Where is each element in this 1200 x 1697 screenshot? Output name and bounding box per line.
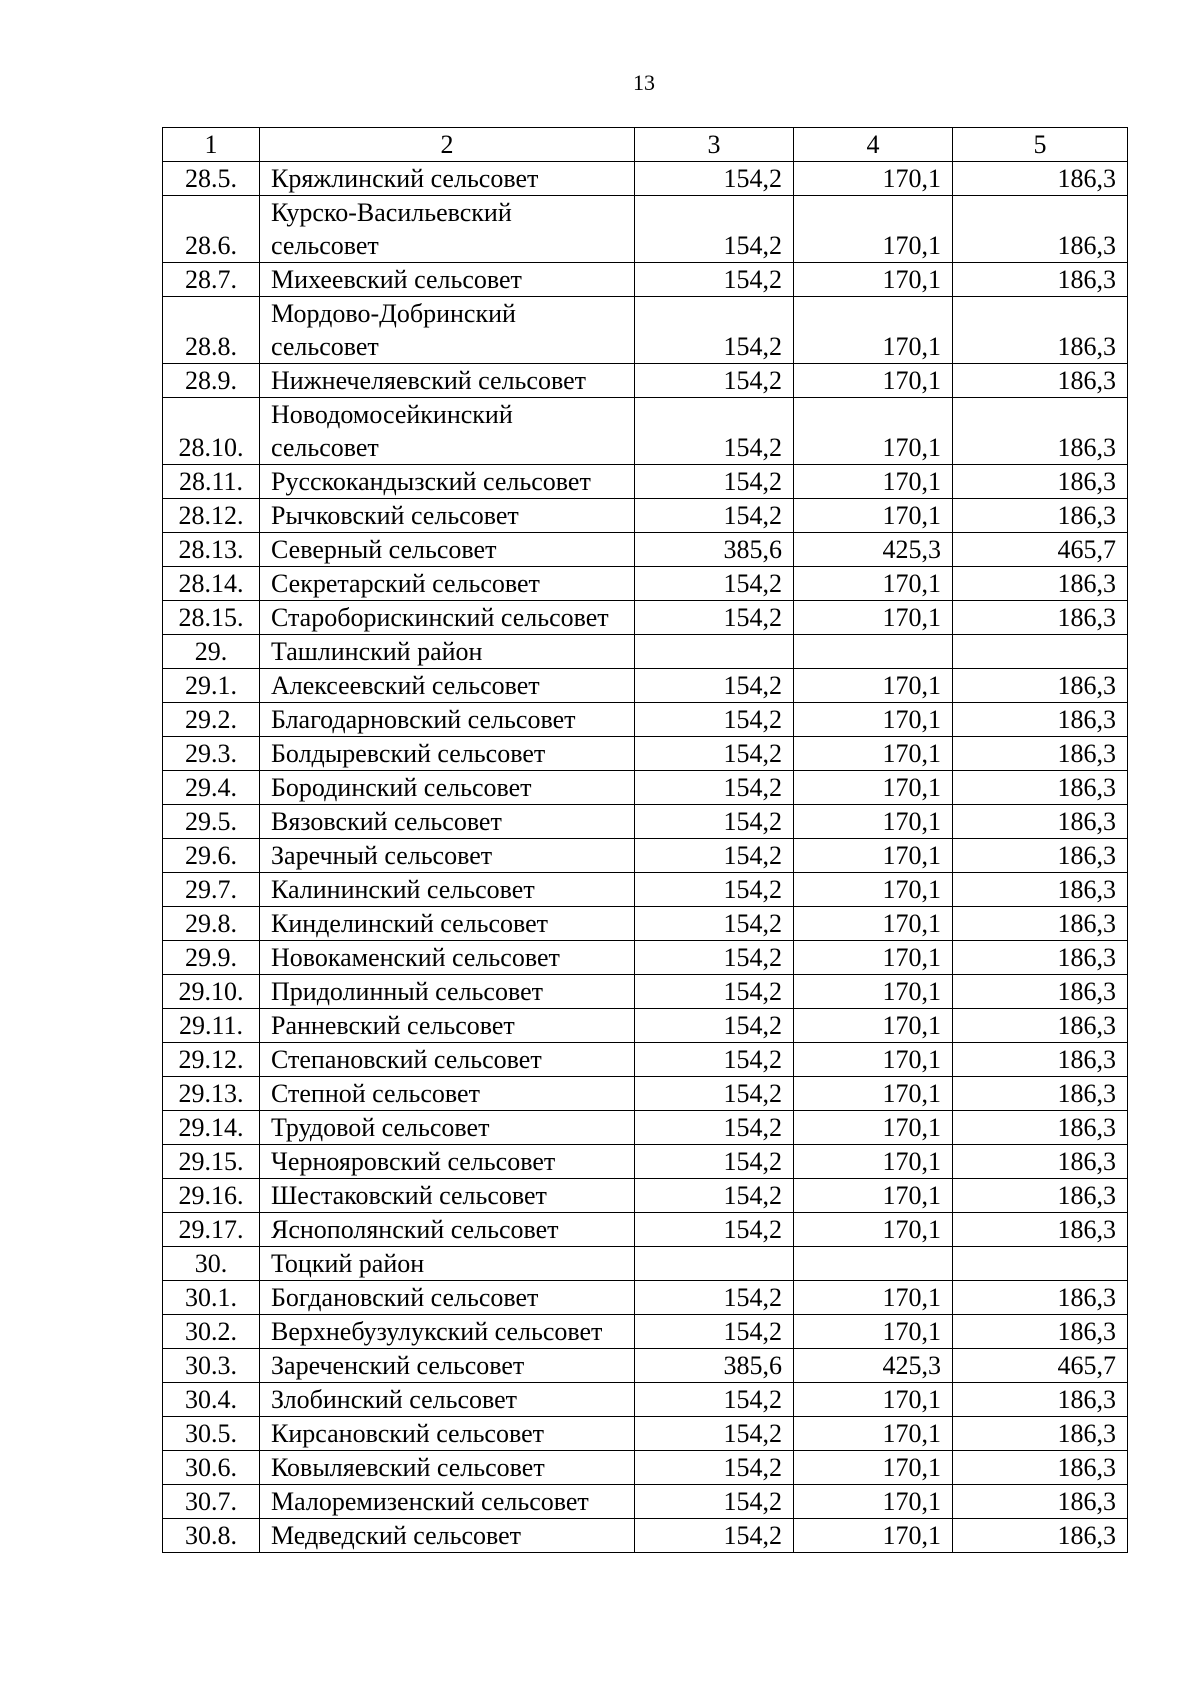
row-number: 29.3. <box>163 737 260 771</box>
row-name: Злобинский сельсовет <box>260 1383 635 1417</box>
data-table <box>162 127 1128 1553</box>
row-number: 28.11. <box>163 465 260 499</box>
row-number: 30.6. <box>163 1451 260 1485</box>
row-value-4: 170,1 <box>794 1383 953 1417</box>
table-row <box>163 1315 1128 1349</box>
table-row <box>163 669 1128 703</box>
row-value-5: 186,3 <box>953 263 1128 297</box>
row-value-4: 170,1 <box>794 162 953 196</box>
row-value-5: 186,3 <box>953 567 1128 601</box>
row-value-4: 170,1 <box>794 196 953 263</box>
row-value-4: 170,1 <box>794 737 953 771</box>
row-name: Секретарский сельсовет <box>260 567 635 601</box>
row-value-5: 186,3 <box>953 975 1128 1009</box>
table-row <box>163 1247 1128 1281</box>
row-value-5: 186,3 <box>953 907 1128 941</box>
row-number: 28.15. <box>163 601 260 635</box>
table-row <box>163 1179 1128 1213</box>
row-number: 29.13. <box>163 1077 260 1111</box>
row-value-4: 170,1 <box>794 669 953 703</box>
table-row <box>163 465 1128 499</box>
row-value-4: 170,1 <box>794 703 953 737</box>
table-row <box>163 1349 1128 1383</box>
row-value-3: 154,2 <box>635 1043 794 1077</box>
row-number: 30.5. <box>163 1417 260 1451</box>
table-row <box>163 1043 1128 1077</box>
row-value-3: 154,2 <box>635 941 794 975</box>
table-header-row <box>163 128 1128 162</box>
row-name: Степной сельсовет <box>260 1077 635 1111</box>
row-value-5: 186,3 <box>953 737 1128 771</box>
row-value-4: 170,1 <box>794 839 953 873</box>
row-value-5: 186,3 <box>953 1451 1128 1485</box>
table-row <box>163 196 1128 263</box>
row-name: Богдановский сельсовет <box>260 1281 635 1315</box>
row-value-3: 154,2 <box>635 1281 794 1315</box>
table-row <box>163 805 1128 839</box>
row-value-5: 186,3 <box>953 1485 1128 1519</box>
row-value-3: 154,2 <box>635 907 794 941</box>
row-value-4: 170,1 <box>794 1485 953 1519</box>
row-value-4: 170,1 <box>794 1043 953 1077</box>
row-value-3: 154,2 <box>635 364 794 398</box>
row-value-4 <box>794 635 953 669</box>
row-value-4: 170,1 <box>794 297 953 364</box>
table-row <box>163 297 1128 364</box>
row-number: 30.8. <box>163 1519 260 1553</box>
row-value-4: 170,1 <box>794 941 953 975</box>
row-value-3: 154,2 <box>635 1009 794 1043</box>
table-row <box>163 635 1128 669</box>
header-col-3: 3 <box>635 128 794 162</box>
row-value-5: 186,3 <box>953 1009 1128 1043</box>
row-name: Болдыревский сельсовет <box>260 737 635 771</box>
row-value-4: 170,1 <box>794 1451 953 1485</box>
row-value-4: 170,1 <box>794 1009 953 1043</box>
row-number: 29.11. <box>163 1009 260 1043</box>
row-value-4: 170,1 <box>794 975 953 1009</box>
row-value-5: 186,3 <box>953 873 1128 907</box>
row-name: Староборискинский сельсовет <box>260 601 635 635</box>
row-value-3: 154,2 <box>635 567 794 601</box>
row-name: Малоремизенский сельсовет <box>260 1485 635 1519</box>
row-name: Новокаменский сельсовет <box>260 941 635 975</box>
table-row <box>163 263 1128 297</box>
table-row <box>163 162 1128 196</box>
row-value-4: 170,1 <box>794 1179 953 1213</box>
row-value-3: 154,2 <box>635 1315 794 1349</box>
table-row <box>163 703 1128 737</box>
row-name: Зареченский сельсовет <box>260 1349 635 1383</box>
row-number: 29.14. <box>163 1111 260 1145</box>
row-value-5: 186,3 <box>953 465 1128 499</box>
row-value-5: 186,3 <box>953 1145 1128 1179</box>
row-number: 30. <box>163 1247 260 1281</box>
row-name: Тоцкий район <box>260 1247 635 1281</box>
row-value-4: 170,1 <box>794 771 953 805</box>
row-value-3: 154,2 <box>635 601 794 635</box>
row-name: Медведский сельсовет <box>260 1519 635 1553</box>
row-name: Кирсановский сельсовет <box>260 1417 635 1451</box>
row-value-3: 154,2 <box>635 263 794 297</box>
row-value-5: 186,3 <box>953 364 1128 398</box>
row-value-4: 170,1 <box>794 1111 953 1145</box>
row-value-5: 186,3 <box>953 941 1128 975</box>
row-value-4: 170,1 <box>794 398 953 465</box>
row-value-4: 170,1 <box>794 805 953 839</box>
row-value-4: 170,1 <box>794 907 953 941</box>
row-value-3: 385,6 <box>635 533 794 567</box>
row-name: Михеевский сельсовет <box>260 263 635 297</box>
row-value-4: 170,1 <box>794 1315 953 1349</box>
row-name: Степановский сельсовет <box>260 1043 635 1077</box>
row-value-3: 154,2 <box>635 873 794 907</box>
table-row <box>163 1213 1128 1247</box>
row-value-3: 154,2 <box>635 196 794 263</box>
table-row <box>163 737 1128 771</box>
row-value-5: 186,3 <box>953 297 1128 364</box>
row-value-4: 170,1 <box>794 601 953 635</box>
row-name: Трудовой сельсовет <box>260 1111 635 1145</box>
row-value-4: 170,1 <box>794 1281 953 1315</box>
row-number: 28.6. <box>163 196 260 263</box>
row-value-4: 170,1 <box>794 567 953 601</box>
row-name: Верхнебузулукский сельсовет <box>260 1315 635 1349</box>
row-value-4: 170,1 <box>794 1077 953 1111</box>
table-row <box>163 499 1128 533</box>
row-value-5: 186,3 <box>953 1077 1128 1111</box>
row-value-3: 154,2 <box>635 1077 794 1111</box>
table-row <box>163 364 1128 398</box>
table-row <box>163 771 1128 805</box>
row-number: 29.1. <box>163 669 260 703</box>
row-value-3 <box>635 635 794 669</box>
row-number: 28.13. <box>163 533 260 567</box>
row-value-5: 465,7 <box>953 1349 1128 1383</box>
row-value-4: 425,3 <box>794 533 953 567</box>
row-number: 28.7. <box>163 263 260 297</box>
row-number: 29.2. <box>163 703 260 737</box>
row-number: 28.9. <box>163 364 260 398</box>
table-row <box>163 1451 1128 1485</box>
row-name: Бородинский сельсовет <box>260 771 635 805</box>
table-row <box>163 1485 1128 1519</box>
row-value-3: 154,2 <box>635 975 794 1009</box>
row-value-3: 154,2 <box>635 1417 794 1451</box>
table-row <box>163 398 1128 465</box>
row-value-3: 154,2 <box>635 839 794 873</box>
table-row <box>163 1383 1128 1417</box>
row-value-4 <box>794 1247 953 1281</box>
row-value-5: 186,3 <box>953 669 1128 703</box>
row-value-3: 154,2 <box>635 1451 794 1485</box>
row-number: 29.7. <box>163 873 260 907</box>
header-col-2: 2 <box>260 128 635 162</box>
row-name: Вязовский сельсовет <box>260 805 635 839</box>
row-value-4: 170,1 <box>794 1519 953 1553</box>
row-value-3: 154,2 <box>635 1519 794 1553</box>
row-value-5 <box>953 635 1128 669</box>
row-value-5: 186,3 <box>953 1315 1128 1349</box>
row-value-5: 186,3 <box>953 162 1128 196</box>
table-row <box>163 975 1128 1009</box>
row-value-3 <box>635 1247 794 1281</box>
table-row <box>163 1077 1128 1111</box>
table-row <box>163 941 1128 975</box>
header-col-4: 4 <box>794 128 953 162</box>
row-value-5: 186,3 <box>953 601 1128 635</box>
table-row <box>163 601 1128 635</box>
row-name: Шестаковский сельсовет <box>260 1179 635 1213</box>
table-row <box>163 1519 1128 1553</box>
row-number: 30.1. <box>163 1281 260 1315</box>
row-number: 29.17. <box>163 1213 260 1247</box>
row-number: 30.2. <box>163 1315 260 1349</box>
row-value-4: 170,1 <box>794 1145 953 1179</box>
row-number: 30.4. <box>163 1383 260 1417</box>
row-number: 29.8. <box>163 907 260 941</box>
header-col-1: 1 <box>163 128 260 162</box>
row-value-3: 154,2 <box>635 499 794 533</box>
row-value-3: 154,2 <box>635 162 794 196</box>
table-row <box>163 567 1128 601</box>
row-value-3: 154,2 <box>635 771 794 805</box>
row-number: 29.4. <box>163 771 260 805</box>
table-row <box>163 1009 1128 1043</box>
row-value-5: 186,3 <box>953 1179 1128 1213</box>
row-value-4: 170,1 <box>794 499 953 533</box>
row-value-5: 186,3 <box>953 1043 1128 1077</box>
row-name: Придолинный сельсовет <box>260 975 635 1009</box>
row-number: 28.8. <box>163 297 260 364</box>
row-number: 28.12. <box>163 499 260 533</box>
row-name: Ковыляевский сельсовет <box>260 1451 635 1485</box>
row-number: 29.5. <box>163 805 260 839</box>
row-value-3: 154,2 <box>635 297 794 364</box>
table-row <box>163 1111 1128 1145</box>
row-name: Русскокандызский сельсовет <box>260 465 635 499</box>
row-number: 29.16. <box>163 1179 260 1213</box>
table-row <box>163 533 1128 567</box>
row-name: Рычковский сельсовет <box>260 499 635 533</box>
header-col-5: 5 <box>953 128 1128 162</box>
row-value-5: 186,3 <box>953 805 1128 839</box>
row-value-5: 186,3 <box>953 771 1128 805</box>
row-value-3: 154,2 <box>635 1213 794 1247</box>
table-row <box>163 1417 1128 1451</box>
row-value-5: 186,3 <box>953 839 1128 873</box>
row-name: Мордово-Добринский сельсовет <box>260 297 635 364</box>
row-number: 29.6. <box>163 839 260 873</box>
row-value-4: 170,1 <box>794 1213 953 1247</box>
row-name: Северный сельсовет <box>260 533 635 567</box>
row-name: Кряжлинский сельсовет <box>260 162 635 196</box>
row-value-5: 186,3 <box>953 1417 1128 1451</box>
row-value-3: 154,2 <box>635 805 794 839</box>
row-value-3: 154,2 <box>635 1145 794 1179</box>
row-value-4: 170,1 <box>794 263 953 297</box>
row-value-4: 170,1 <box>794 364 953 398</box>
row-value-3: 154,2 <box>635 703 794 737</box>
row-name: Яснополянский сельсовет <box>260 1213 635 1247</box>
row-name: Благодарновский сельсовет <box>260 703 635 737</box>
table-row <box>163 907 1128 941</box>
row-number: 28.5. <box>163 162 260 196</box>
row-value-5: 186,3 <box>953 1281 1128 1315</box>
row-value-3: 154,2 <box>635 1485 794 1519</box>
row-name: Новодомосейкинский сельсовет <box>260 398 635 465</box>
row-value-3: 154,2 <box>635 1179 794 1213</box>
row-value-4: 170,1 <box>794 1417 953 1451</box>
row-value-5: 186,3 <box>953 499 1128 533</box>
row-value-5 <box>953 1247 1128 1281</box>
row-value-4: 425,3 <box>794 1349 953 1383</box>
row-value-4: 170,1 <box>794 873 953 907</box>
row-name: Нижнечеляевский сельсовет <box>260 364 635 398</box>
row-value-5: 186,3 <box>953 703 1128 737</box>
row-number: 28.10. <box>163 398 260 465</box>
row-number: 30.7. <box>163 1485 260 1519</box>
row-value-3: 385,6 <box>635 1349 794 1383</box>
page-number: 13 <box>633 70 655 95</box>
table-row <box>163 873 1128 907</box>
row-value-3: 154,2 <box>635 1111 794 1145</box>
table-row <box>163 1281 1128 1315</box>
row-number: 29.10. <box>163 975 260 1009</box>
row-value-3: 154,2 <box>635 669 794 703</box>
row-value-3: 154,2 <box>635 465 794 499</box>
row-value-5: 186,3 <box>953 1383 1128 1417</box>
row-name: Курско-Васильевский сельсовет <box>260 196 635 263</box>
row-number: 29.12. <box>163 1043 260 1077</box>
row-value-5: 465,7 <box>953 533 1128 567</box>
row-value-5: 186,3 <box>953 1519 1128 1553</box>
row-name: Ранневский сельсовет <box>260 1009 635 1043</box>
row-value-5: 186,3 <box>953 398 1128 465</box>
row-value-5: 186,3 <box>953 1213 1128 1247</box>
row-number: 30.3. <box>163 1349 260 1383</box>
row-number: 28.14. <box>163 567 260 601</box>
row-name: Калининский сельсовет <box>260 873 635 907</box>
row-number: 29. <box>163 635 260 669</box>
row-number: 29.15. <box>163 1145 260 1179</box>
row-value-3: 154,2 <box>635 398 794 465</box>
table-row <box>163 1145 1128 1179</box>
table-row <box>163 839 1128 873</box>
row-name: Заречный сельсовет <box>260 839 635 873</box>
row-value-5: 186,3 <box>953 196 1128 263</box>
row-number: 29.9. <box>163 941 260 975</box>
row-value-3: 154,2 <box>635 1383 794 1417</box>
row-name: Чернояровский сельсовет <box>260 1145 635 1179</box>
row-value-4: 170,1 <box>794 465 953 499</box>
row-name: Ташлинский район <box>260 635 635 669</box>
row-name: Кинделинский сельсовет <box>260 907 635 941</box>
row-name: Алексеевский сельсовет <box>260 669 635 703</box>
row-value-3: 154,2 <box>635 737 794 771</box>
row-value-5: 186,3 <box>953 1111 1128 1145</box>
